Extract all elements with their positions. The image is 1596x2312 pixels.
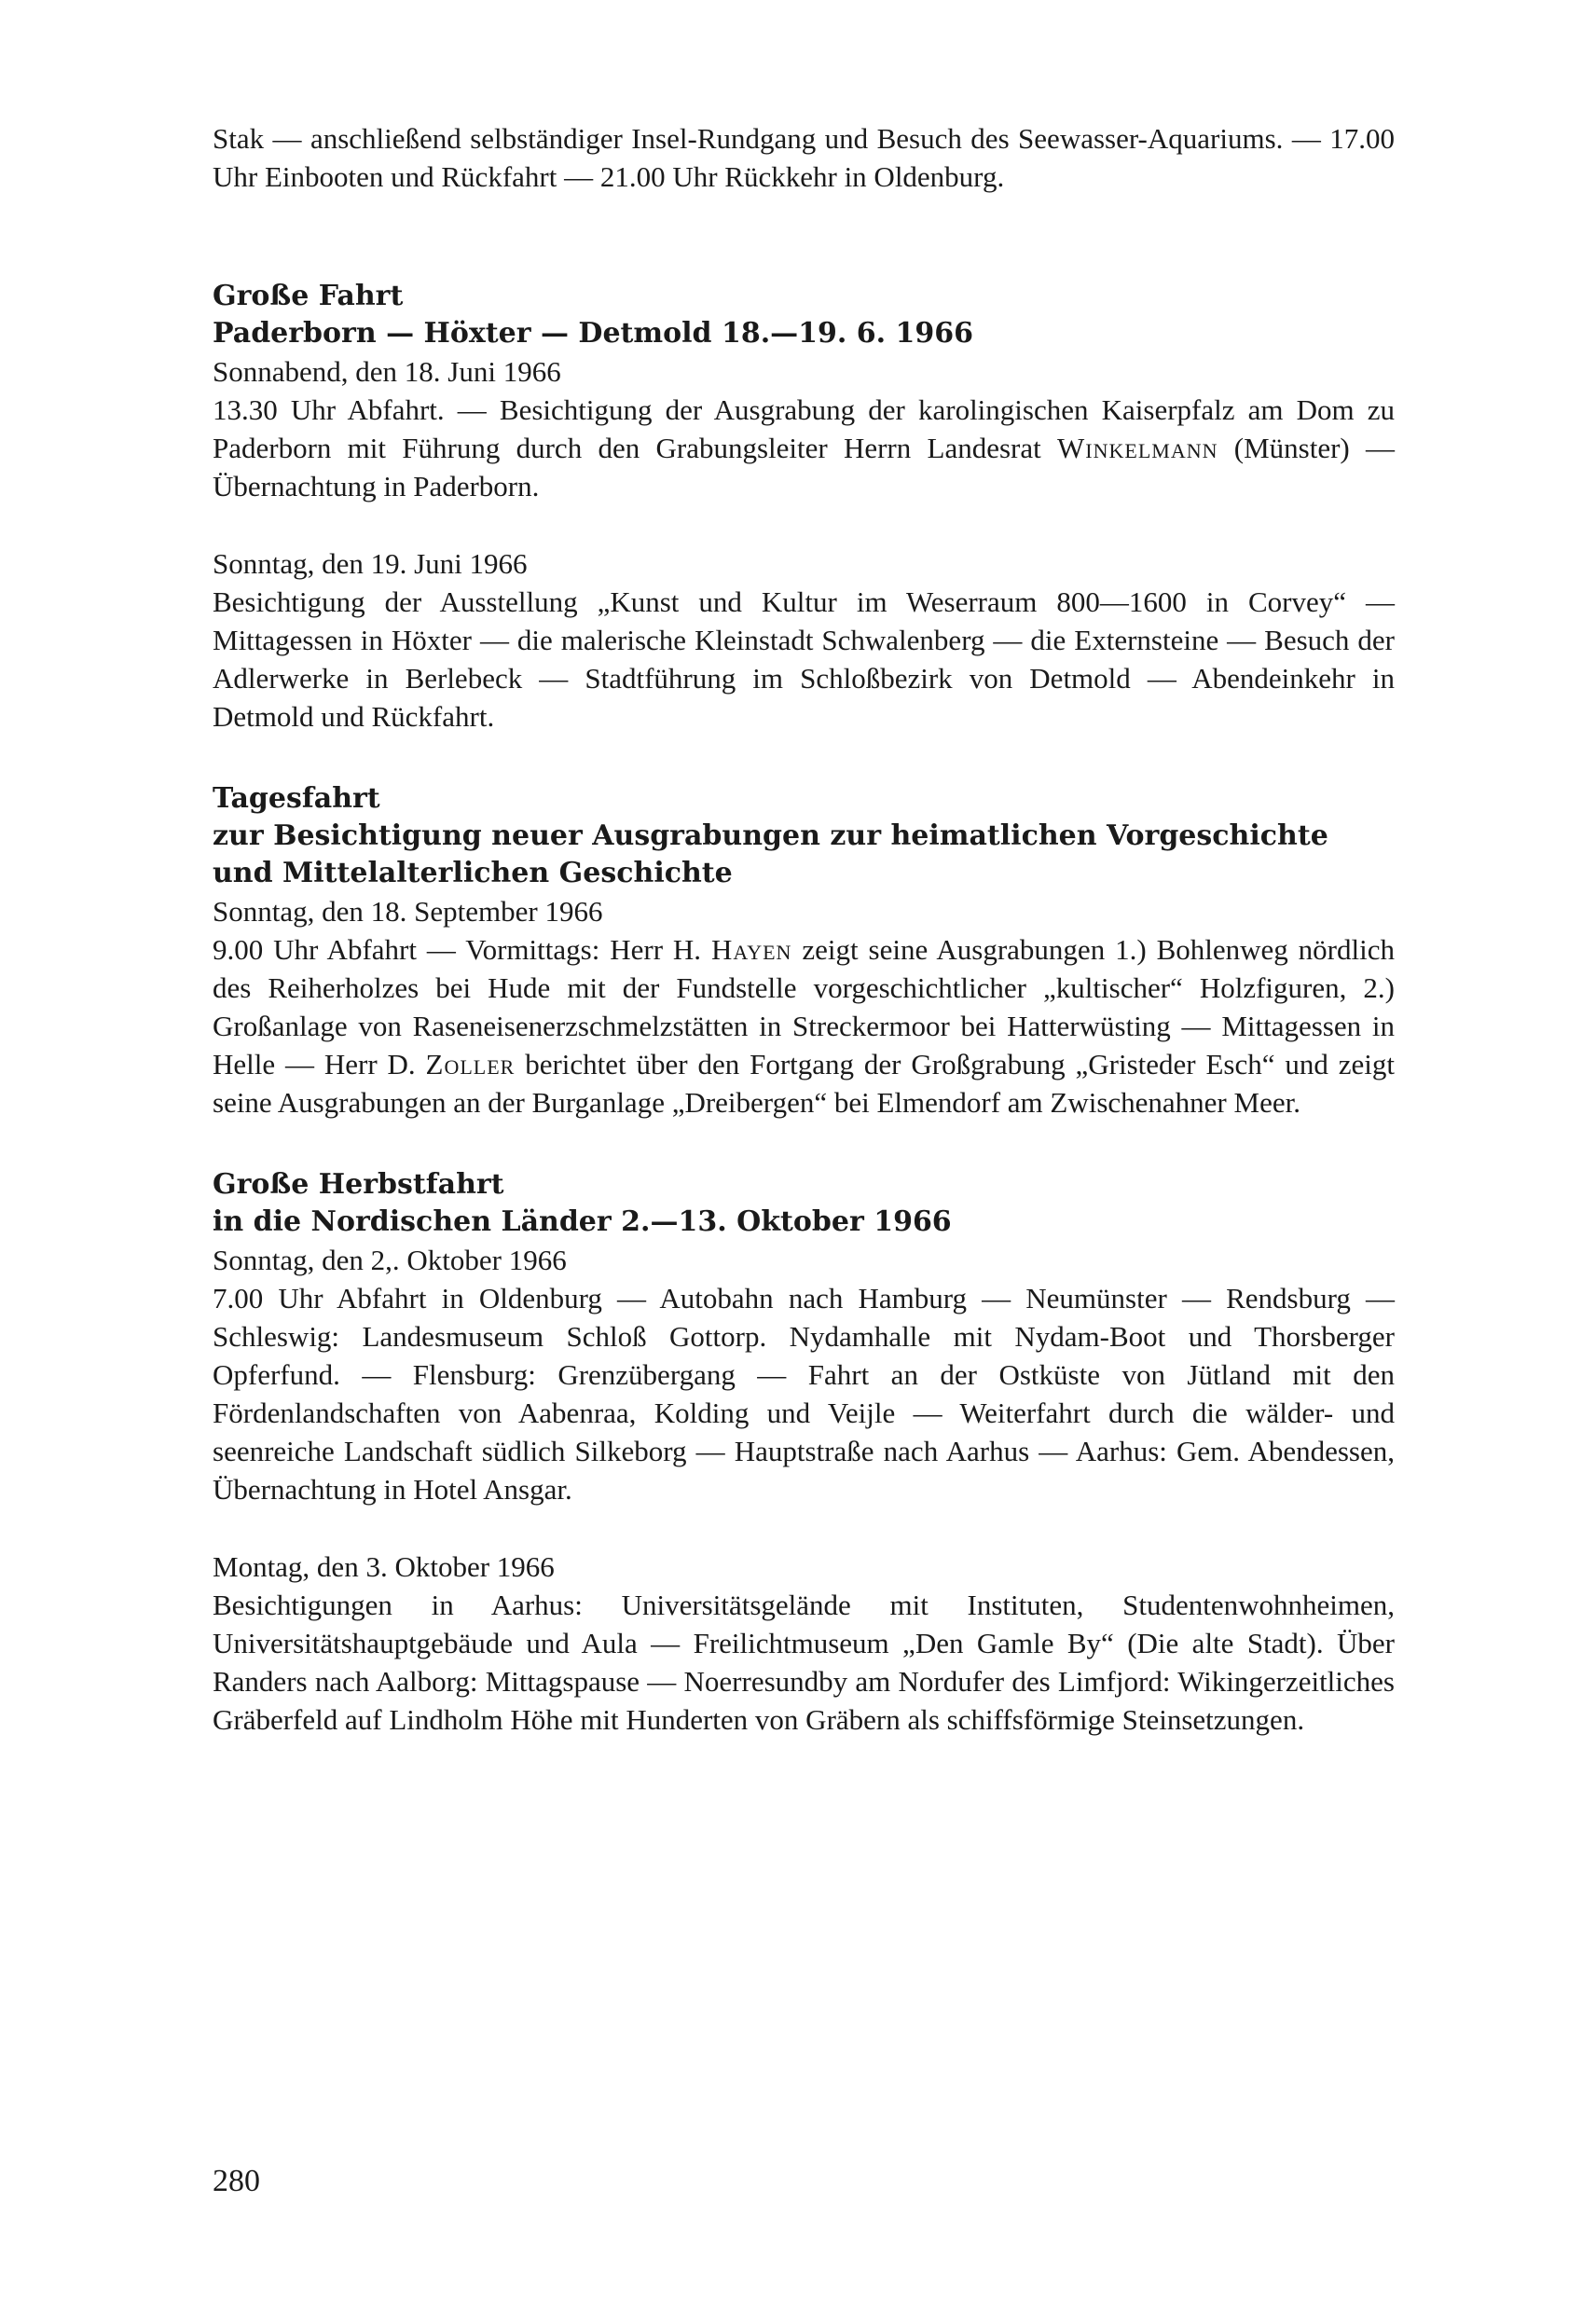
section-subtitle: Paderborn — Höxter — Detmold 18.—19. 6. 1966 <box>213 317 974 350</box>
section-title: Große Fahrt <box>213 280 404 312</box>
text-segment: 9.00 Uhr Abfahrt — Vormittags: Herr H. <box>213 933 711 966</box>
day-description: 7.00 Uhr Abfahrt in Oldenburg — Autobahn nach Hamburg — Neumünster — Rendsburg — Schleswig: Landesmuseum Schloß Gottorp. Nydamhalle mit Nydam-Boot und Thorsberger Opferfund. — Flensburg: Grenzübergang — Fahrt an der Ostküste von Jütland mit den Fördenlandschaften von Aabenraa, Kolding und Veijle — Weiterfahrt durch die wälder- und seenreiche Landschaft südlich Silkeborg — Hauptstraße nach Aarhus — Aarhus: Gem. Abendessen, Übernachtung in Hotel Ansgar. <box>213 1282 1395 1506</box>
day-date: Montag, den 3. Oktober 1966 <box>213 1550 555 1583</box>
section-title: Tagesfahrt <box>213 782 380 815</box>
text-segment: 13.30 Uhr Abfahrt. — Besichtigung der Ausgrabung der karolingischen Kaiserpfalz am Dom zu Paderborn mit Führung durch den Grabungsleiter Herrn Landesrat <box>213 393 1395 464</box>
text-segment: berichtet über den Fortgang der Großgrabung „Gristeder Esch“ und zeigt seine Ausgrabungen an der Burganlage „Dreibergen“ bei Elmendorf am Zwischenahner Meer. <box>213 1048 1395 1119</box>
person-name: Hayen <box>710 933 792 966</box>
day-description: Besichtigung der Ausstellung „Kunst und Kultur im Weserraum 800—1600 in Corvey“ — Mittagessen in Höxter — die malerische Kleinstadt Schwalenberg — die Externsteine — Besuch der Adlerwerke in Berlebeck — Stadtführung im Schloßbezirk von Detmold — Abendeinkehr in Detmold und Rückfahrt. <box>213 585 1395 733</box>
section-title: Große Herbstfahrt <box>213 1168 504 1201</box>
text-segment: zeigt seine Ausgrabungen 1.) Bohlenweg nördlich des Reiherholzes bei Hude mit der Fundstelle vorgeschichtlicher „kultischer“ Holzfiguren, 2.) Großanlage von Raseneisenerzschmelzstätten in Streckermoor bei Hatterwüsting — Mittagessen in Helle — Herr D. <box>213 933 1395 1080</box>
day-date: Sonntag, den 19. Juni 1966 <box>213 547 528 580</box>
section-grosse-herbstfahrt <box>213 1166 1395 1739</box>
day-description <box>213 391 1395 505</box>
section-grosse-fahrt <box>213 278 1395 736</box>
section-subtitle: zur Besichtigung neuer Ausgrabungen zur heimatlichen Vorgeschichte und Mittelalterlichen Geschichte <box>213 819 1328 889</box>
document-page <box>213 119 1395 1739</box>
day-date: Sonntag, den 2,. Oktober 1966 <box>213 1244 567 1276</box>
day-date: Sonntag, den 18. September 1966 <box>213 895 603 928</box>
section-tagesfahrt <box>213 780 1395 1122</box>
day-description: Besichtigungen in Aarhus: Universitätsgelände mit Instituten, Studentenwohnheimen, Universitätshauptgebäude und Aula — Freilichtmuseum „Den Gamle By“ (Die alte Stadt). Über Randers nach Aalborg: Mittagspause — Noerresundby am Nordufer des Limfjord: Wikingerzeitliches Gräberfeld auf Lindholm Höhe mit Hunderten von Gräbern als schiffsförmige Steinsetzungen. <box>213 1589 1395 1736</box>
person-name: Zoller <box>425 1048 516 1080</box>
day-description <box>213 930 1395 1122</box>
section-subtitle: in die Nordischen Länder 2.—13. Oktober 1966 <box>213 1205 952 1238</box>
intro-paragraph: Stak — anschließend selbständiger Insel-Rundgang und Besuch des Seewasser-Aquariums. — 17.00 Uhr Einbooten und Rückfahrt — 21.00 Uhr Rückkehr in Oldenburg. <box>213 122 1395 193</box>
page-number: 280 <box>213 2164 260 2198</box>
person-name: Winkelmann <box>1057 432 1218 464</box>
text-segment: (Münster) — Übernachtung in Paderborn. <box>213 432 1395 502</box>
day-date: Sonnabend, den 18. Juni 1966 <box>213 355 561 388</box>
